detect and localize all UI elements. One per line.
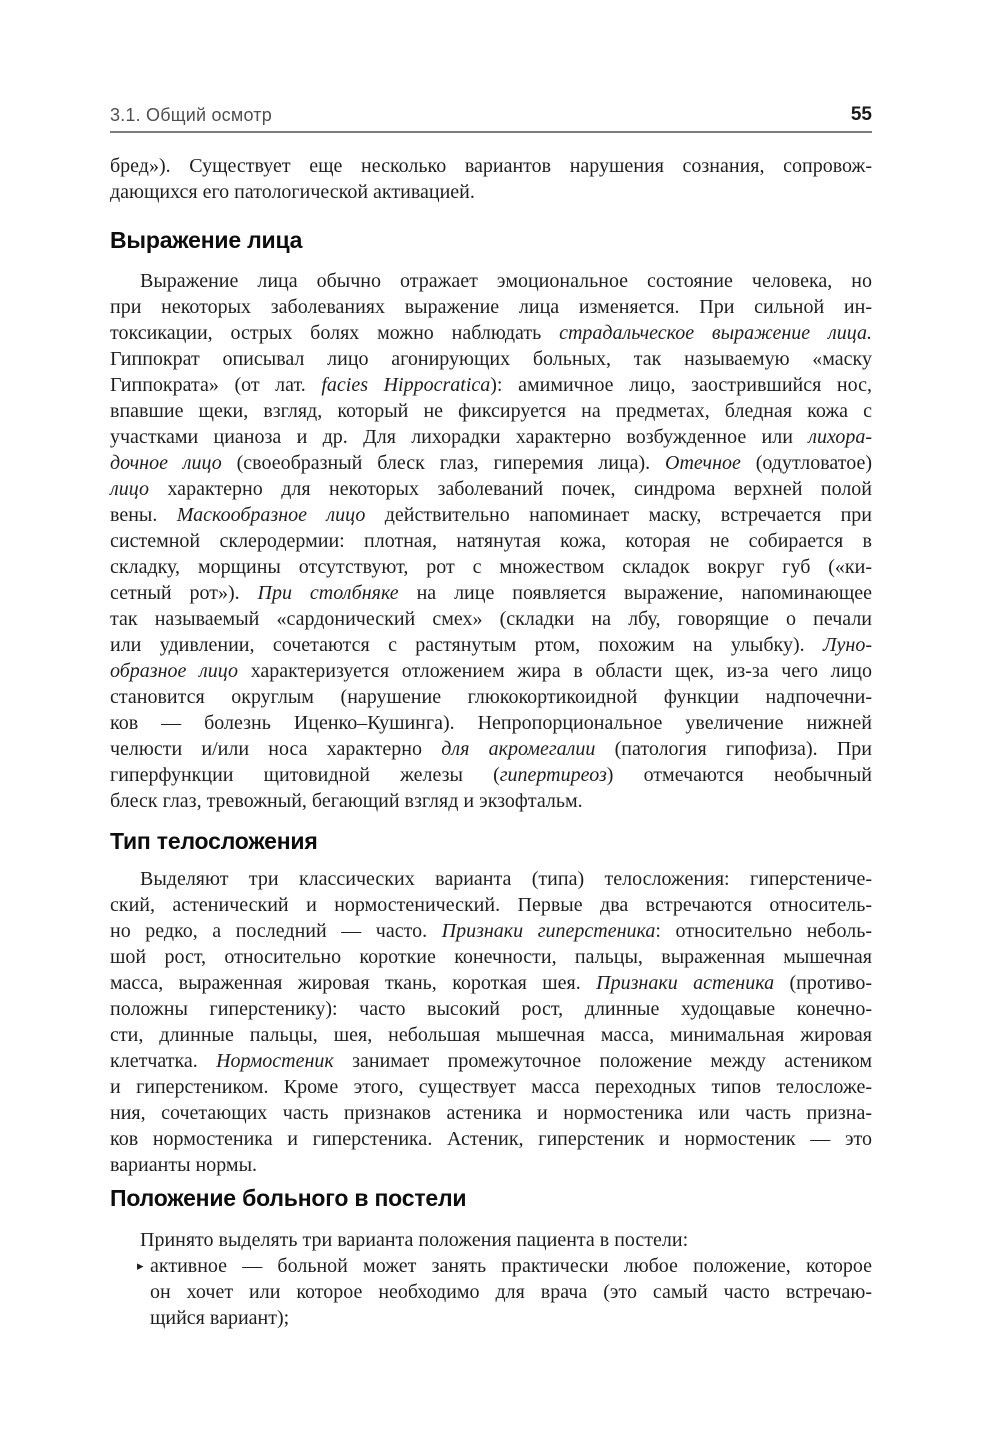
text-line: [110, 294, 872, 320]
text-segment: Принято выделять три варианта положения пациента в постели:: [140, 1229, 689, 1251]
text-line: [110, 268, 872, 294]
text-segment: клетчатка.: [110, 1050, 217, 1072]
text-segment: характеризуется отложением жира в области щек, из-за чего лицо: [238, 660, 872, 682]
italic-text: Признаки гиперстеника: [441, 920, 656, 942]
italic-text: образное лицо: [110, 660, 239, 682]
text-line: [110, 502, 872, 528]
paragraph: [110, 268, 872, 814]
text-line: [110, 398, 872, 424]
text-line: [110, 1100, 872, 1126]
bullet-item: [110, 1253, 872, 1331]
text-segment: масса, выраженная жировая ткань, короткая шея.: [110, 972, 597, 994]
italic-text: лихора-: [808, 426, 872, 448]
text-line: [110, 606, 872, 632]
text-line: [110, 372, 872, 398]
text-line: [110, 1227, 872, 1253]
text-segment: дающихся его патологической активацией.: [110, 181, 475, 203]
text-segment: участками цианоза и др. Для лихорадки характерно возбужденное или: [110, 426, 809, 448]
text-line: [110, 918, 872, 944]
italic-text: лицо: [110, 478, 149, 500]
text-segment: ния, сочетающих часть признаков астеника и нормостеника или часть призна-: [110, 1102, 872, 1124]
text-segment: (противо-: [774, 972, 872, 994]
text-segment: вены.: [110, 504, 177, 526]
text-line: [110, 320, 872, 346]
text-line: [110, 179, 872, 205]
text-line: [110, 970, 872, 996]
text-segment: он хочет или которое необходимо для врача (это самый часто встречаю-: [150, 1281, 872, 1303]
text-line: [110, 762, 872, 788]
italic-text: Луно-: [822, 634, 872, 656]
text-line: [110, 346, 872, 372]
text-segment: ): амимичное лицо, заострившийся нос,: [490, 374, 872, 396]
text-line: [110, 153, 872, 179]
section-heading: Положение больного в постели: [110, 1185, 467, 1211]
text-line: [110, 1126, 872, 1152]
text-segment: ский, астенический и нормостенический. Первые два встречаются относитель-: [110, 894, 872, 916]
italic-text: гипертиреоз: [499, 764, 607, 786]
text-segment: или удивлении, сочетаются с растянутым ртом, похожим на улыбку).: [110, 634, 823, 656]
text-line: [110, 788, 872, 814]
text-segment: так называемый «сардонический смех» (складки на лбу, говорящие о печали: [110, 608, 872, 630]
text-segment: складку, морщины отсутствуют, рот с множеством складок вокруг губ («ки-: [110, 556, 872, 578]
text-segment: щийся вариант);: [150, 1307, 290, 1329]
text-line: [110, 450, 872, 476]
text-line: [110, 944, 872, 970]
text-segment: Выражение лица обычно отражает эмоциональное состояние человека, но: [140, 270, 872, 292]
text-segment: активное — больной может занять практически любое положение, которое: [150, 1255, 872, 1277]
section-heading: Тип телосложения: [110, 828, 318, 854]
text-segment: челюсти и/или носа характерно: [110, 738, 442, 760]
text-segment: блеск глаз, тревожный, бегающий взгляд и экзофтальм.: [110, 790, 583, 812]
text-line: [110, 632, 872, 658]
italic-text: Признаки астеника: [596, 972, 775, 994]
paragraph: [110, 1227, 872, 1253]
paragraph: [110, 866, 872, 1178]
italic-text: для акромегалии: [441, 738, 596, 760]
text-line: [110, 684, 872, 710]
text-line: [150, 1253, 872, 1279]
text-segment: (одутловатое): [740, 452, 873, 474]
text-segment: ков нормостеника и гиперстеника. Астеник, гиперстеник и нормостеник — это: [110, 1128, 872, 1150]
text-segment: ков — болезнь Иценко–Кушинга). Непропорциональное увеличение нижней: [110, 712, 872, 734]
text-segment: но редко, а последний — часто.: [110, 920, 442, 942]
section-heading: Выражение лица: [110, 227, 303, 253]
text-segment: варианты нормы.: [110, 1154, 258, 1176]
paragraph: [110, 153, 872, 205]
text-line: [110, 658, 872, 684]
text-segment: (патология гипофиза). При: [595, 738, 872, 760]
text-segment: при некоторых заболеваниях выражение лица изменяется. При сильной ин-: [110, 296, 872, 318]
text-segment: (своеобразный блеск глаз, гиперемия лица).: [221, 452, 666, 474]
page-body: [110, 133, 872, 1331]
text-segment: : относительно неболь-: [655, 920, 872, 942]
text-segment: на лице появляется выражение, напоминающее: [398, 582, 873, 604]
text-segment: характерно для некоторых заболеваний почек, синдрома верхней полой: [148, 478, 872, 500]
italic-text: Маскообразное лицо: [176, 504, 366, 526]
text-line: [110, 1152, 872, 1178]
text-line: [110, 996, 872, 1022]
text-segment: и гиперстеником. Кроме этого, существует масса переходных типов телосложе-: [110, 1076, 872, 1098]
text-line: [110, 892, 872, 918]
text-segment: сти, длинные пальцы, шея, небольшая мышечная масса, минимальная жировая: [110, 1024, 872, 1046]
bullet-icon: ▸: [137, 1259, 144, 1274]
text-segment: гиперфункции щитовидной железы (: [110, 764, 500, 786]
text-segment: токсикации, острых болях можно наблюдать: [110, 322, 560, 344]
text-line: [110, 528, 872, 554]
text-line: [110, 710, 872, 736]
text-segment: становится округлым (нарушение глюкокортикоидной функции надпочечни-: [110, 686, 872, 708]
text-segment: занимает промежуточное положение между астеником: [333, 1050, 873, 1072]
text-line: [110, 554, 872, 580]
text-segment: ) отмечаются необычный: [606, 764, 872, 786]
italic-text: Нормостеник: [216, 1050, 334, 1072]
text-line: [110, 424, 872, 450]
italic-text: страдальческое выражение лица.: [559, 322, 872, 344]
text-line: [110, 580, 872, 606]
text-segment: Выделяют три классических варианта (типа) телосложения: гиперстениче-: [140, 868, 872, 890]
page-header: [110, 104, 872, 133]
text-line: [110, 866, 872, 892]
italic-text: Отечное: [665, 452, 741, 474]
text-segment: системной склеродермии: плотная, натянутая кожа, которая не собирается в: [110, 530, 872, 552]
text-line: [150, 1279, 872, 1305]
italic-text: При столбняке: [257, 582, 399, 604]
text-line: [110, 1022, 872, 1048]
text-segment: шой рост, относительно короткие конечности, пальцы, выраженная мышечная: [110, 946, 872, 968]
running-title: 3.1. Общий осмотр: [110, 105, 272, 125]
italic-text: facies Hippocratica: [321, 374, 491, 396]
text-segment: Гиппократа» (от лат.: [110, 374, 322, 396]
book-page: [110, 0, 872, 1331]
text-segment: действительно напоминает маску, встречается при: [365, 504, 873, 526]
text-line: [110, 736, 872, 762]
text-line: [150, 1305, 872, 1331]
text-line: [110, 1048, 872, 1074]
text-line: [110, 476, 872, 502]
text-segment: Гиппократ описывал лицо агонирующих больных, так называемую «маску: [110, 348, 872, 370]
text-segment: впавшие щеки, взгляд, который не фиксируется на предметах, бледная кожа с: [110, 400, 872, 422]
text-line: [110, 1074, 872, 1100]
italic-text: дочное лицо: [110, 452, 222, 474]
text-segment: сетный рот»).: [110, 582, 258, 604]
text-segment: бред»). Существует еще несколько вариантов нарушения сознания, сопровож-: [110, 155, 872, 177]
page-number: 55: [850, 104, 872, 125]
text-segment: положны гиперстенику): часто высокий рост, длинные худощавые конечно-: [110, 998, 872, 1020]
